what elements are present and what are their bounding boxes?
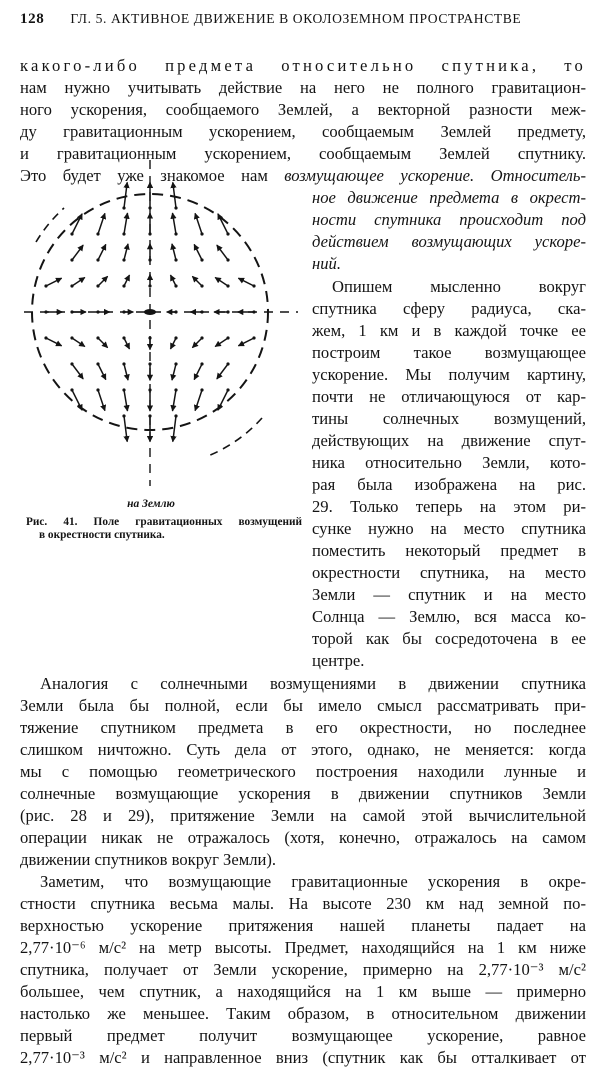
- arrow-origin-dot: [200, 336, 203, 339]
- text-line: 2,77·10⁻⁶ м/с² на метр высоты. Предмет, находящийся на 1 км ниже: [20, 938, 586, 957]
- arrow-origin-dot: [226, 232, 229, 235]
- text-line: рая была изображена на рис.: [312, 475, 586, 494]
- arrow-origin-dot: [122, 388, 125, 391]
- arrow-origin-dot: [44, 284, 47, 287]
- outer-arc: [208, 418, 262, 456]
- arrow-origin-dot: [148, 258, 151, 261]
- perturbation-arrow: [124, 275, 129, 286]
- perturbation-arrow: [238, 338, 254, 346]
- text-line: торой как бы сосредоточена в ее: [312, 629, 586, 648]
- arrow-origin-dot: [174, 336, 177, 339]
- arrow-origin-dot: [70, 362, 73, 365]
- page-number: 128: [20, 11, 45, 27]
- arrow-origin-dot: [70, 310, 73, 313]
- perturbation-arrow: [195, 390, 202, 411]
- perturbation-arrow: [72, 390, 82, 410]
- perturbation-arrow: [124, 390, 127, 411]
- text-line: Земли — спутник и на место: [312, 585, 586, 604]
- arrow-origin-dot: [122, 336, 125, 339]
- text-line: построим такое возмущающее: [312, 343, 586, 362]
- perturbation-arrow: [72, 214, 82, 234]
- arrow-origin-dot: [226, 362, 229, 365]
- perturbation-arrow: [98, 213, 105, 234]
- text-line: первый предмет получит возмущающее ускорение, равное: [20, 1026, 586, 1045]
- arrow-origin-dot: [148, 232, 151, 235]
- arrow-origin-dot: [200, 258, 203, 261]
- caption-line: в окрестности спутника.: [39, 529, 165, 541]
- perturbation-arrow: [217, 364, 228, 379]
- text-line: поместить некоторый предмет в: [312, 541, 586, 560]
- arrow-origin-dot: [174, 206, 177, 209]
- arrow-origin-dot: [96, 362, 99, 365]
- arrow-origin-dot: [122, 232, 125, 235]
- perturbation-arrow: [124, 416, 127, 442]
- arrow-origin-dot: [174, 362, 177, 365]
- emphasis-line: ний.: [312, 254, 341, 273]
- arrow-origin-dot: [70, 336, 73, 339]
- perturbation-arrow: [72, 277, 85, 286]
- perturbation-arrow: [217, 245, 228, 260]
- perturbation-arrow: [72, 245, 83, 260]
- text-line: 29. Только теперь на этом ри-: [312, 497, 586, 516]
- perturbation-arrow: [192, 276, 202, 286]
- text-line: действующих на движение спут-: [312, 431, 586, 450]
- text-line: Солнца — Землю, вся масса ко-: [312, 607, 586, 626]
- text-line: жем, 1 км и в каждой точке ее: [312, 321, 586, 340]
- text-line: тяжение спутником предмета в его окрестности, но последнее: [20, 718, 586, 737]
- arrow-origin-dot: [200, 310, 203, 313]
- arrow-origin-dot: [96, 258, 99, 261]
- text-line: тины солнечных возмущений,: [312, 409, 586, 428]
- arrow-origin-dot: [174, 388, 177, 391]
- perturbation-arrow: [98, 276, 108, 286]
- text-line: (рис. 28 и 29), притяжение Земли на самой этой вычислительной: [20, 806, 586, 825]
- perturbation-arrow: [124, 338, 129, 349]
- arrow-origin-dot: [122, 284, 125, 287]
- text-run: Это будет уже знакомое нам: [20, 166, 285, 185]
- text-line: спутника, получает от Земли ускорение, примерно на 2,77·10⁻³ м/с²: [20, 960, 586, 979]
- perturbation-arrow: [124, 213, 127, 234]
- arrow-origin-dot: [96, 232, 99, 235]
- perturbation-arrow: [124, 182, 127, 208]
- text-line: мы с помощью геометрического построения находили лунные и: [20, 762, 586, 781]
- perturbation-arrow: [215, 277, 228, 286]
- perturbation-arrow: [194, 244, 202, 260]
- text-line: 2,77·10⁻³ м/с² и направленное вниз (спутник как бы отталкивает от: [20, 1048, 586, 1067]
- text-line: Заметим, что возмущающие гравитационные ускорения в окре-: [40, 872, 586, 891]
- perturbation-arrow: [171, 338, 176, 349]
- text-line: ного ускорения, сообщаемого Землей, а векторной разности меж-: [20, 100, 586, 119]
- arrow-origin-dot: [148, 414, 151, 417]
- arrow-origin-dot: [252, 336, 255, 339]
- figure-caption: [26, 516, 302, 542]
- perturbation-arrow: [218, 214, 228, 234]
- text-line: стности спутника весьма малы. На высоте 230 км над земной по-: [20, 894, 586, 913]
- perturbation-arrow: [195, 213, 202, 234]
- perturbation-arrow: [98, 338, 108, 348]
- arrow-origin-dot: [226, 258, 229, 261]
- text-line: движении спутников вокруг Земли).: [20, 850, 277, 869]
- perturbation-arrow: [72, 338, 85, 347]
- perturbation-arrow: [172, 244, 176, 260]
- arrow-origin-dot: [70, 232, 73, 235]
- text-line: ника относительно Земли, кото-: [312, 453, 586, 472]
- perturbation-arrow: [172, 364, 176, 380]
- arrow-origin-dot: [148, 284, 151, 287]
- text-line: и гравитационным ускорением, сообщаемым Землей спутнику.: [20, 144, 586, 163]
- perturbation-arrow: [173, 213, 176, 234]
- arrow-origin-dot: [70, 284, 73, 287]
- text-line: верхностью ускорение притяжения нашей планеты падает на: [20, 916, 586, 935]
- arrow-origin-dot: [226, 336, 229, 339]
- text-line: слишком ничтожно. Суть дела от этого, однако, не меняется: когда: [20, 740, 586, 759]
- arrow-origin-dot: [252, 310, 255, 313]
- perturbation-arrow: [194, 364, 202, 380]
- emphasis-line: ности спутника происходит под: [312, 210, 586, 229]
- text-line: большее, чем спутник, а находящийся на 1 км выше — примерно: [20, 982, 586, 1001]
- perturbation-arrow: [218, 390, 228, 410]
- arrow-origin-dot: [148, 362, 151, 365]
- arrow-origin-dot: [122, 414, 125, 417]
- perturbation-arrow: [192, 338, 202, 348]
- text-line: настолько же меньшее. Таким образом, в относительном движении: [20, 1004, 586, 1023]
- arrow-origin-dot: [122, 206, 125, 209]
- text-line: сунке нужно на место спутника: [312, 519, 586, 538]
- text-line: ду гравитационным ускорением, сообщаемым Землей предмету,: [20, 122, 586, 141]
- perturbation-arrow: [98, 364, 106, 380]
- chapter-title: ГЛ. 5. АКТИВНОЕ ДВИЖЕНИЕ В ОКОЛОЗЕМНОМ ПРОСТРАНСТВЕ: [70, 11, 522, 26]
- arrow-origin-dot: [96, 336, 99, 339]
- arrow-origin-dot: [148, 388, 151, 391]
- perturbation-arrow: [173, 416, 176, 442]
- arrow-origin-dot: [200, 232, 203, 235]
- perturbation-arrow: [72, 364, 83, 379]
- text-line: Аналогия с солнечными возмущениями в движении спутника: [40, 674, 586, 693]
- arrow-origin-dot: [96, 310, 99, 313]
- arrow-origin-dot: [174, 310, 177, 313]
- perturbation-arrow: [215, 338, 228, 347]
- arrow-origin-dot: [148, 336, 151, 339]
- text-line: окрестности спутника, на место: [312, 563, 586, 582]
- arrow-origin-dot: [70, 388, 73, 391]
- emphasis-text: возмущающее ускорение. Относитель-: [284, 166, 586, 185]
- perturbation-arrow: [124, 364, 128, 380]
- perturbation-field-figure: [20, 156, 302, 491]
- arrow-origin-dot: [122, 362, 125, 365]
- text-line: Опишем мысленно вокруг: [332, 277, 586, 296]
- arrow-origin-dot: [122, 310, 125, 313]
- emphasis-line: ное движение предмета в окрест-: [312, 188, 586, 207]
- arrow-origin-dot: [226, 388, 229, 391]
- arrow-origin-dot: [122, 258, 125, 261]
- perturbation-arrow: [238, 278, 254, 286]
- emphasis-line: действием возмущающих ускоре-: [312, 232, 586, 251]
- text-line: нам нужно учитывать действие на него не полного гравитацион-: [20, 78, 586, 97]
- text-line: солнечные возмущающие ускорения в движении спутников Земли: [20, 784, 586, 803]
- perturbation-arrow: [124, 244, 128, 260]
- arrow-origin-dot: [200, 362, 203, 365]
- perturbation-arrow: [98, 244, 106, 260]
- arrow-origin-dot: [226, 284, 229, 287]
- perturbation-arrow: [171, 275, 176, 286]
- text-line: спутника сферу радиуса, ска-: [312, 299, 586, 318]
- arrow-origin-dot: [174, 414, 177, 417]
- text-line: какого-либо предмета относительно спутника, то: [20, 56, 586, 75]
- arrow-origin-dot: [96, 388, 99, 391]
- text-line: Земли была бы полной, если бы имело смысл рассматривать при-: [20, 696, 586, 715]
- arrow-origin-dot: [174, 284, 177, 287]
- arrow-origin-dot: [44, 310, 47, 313]
- text-line: центре.: [312, 651, 365, 670]
- arrow-origin-dot: [252, 284, 255, 287]
- arrow-origin-dot: [174, 258, 177, 261]
- perturbation-arrow: [173, 390, 176, 411]
- arrow-origin-dot: [226, 310, 229, 313]
- arrow-origin-dot: [44, 336, 47, 339]
- perturbation-arrow: [46, 278, 62, 286]
- arrow-origin-dot: [70, 258, 73, 261]
- arrow-origin-dot: [200, 388, 203, 391]
- arrow-origin-dot: [200, 284, 203, 287]
- text-line: операции никак не отражалось (хотя, конечно, отражалось на самом: [20, 828, 586, 847]
- arrow-origin-dot: [174, 232, 177, 235]
- satellite-dot: [144, 309, 156, 315]
- caption-line: Рис. 41. Поле гравитационных возмущений: [26, 516, 302, 528]
- text-line: почти не отличающуюся от кар-: [312, 387, 586, 406]
- field-drawing: [24, 160, 298, 486]
- arrow-origin-dot: [96, 284, 99, 287]
- perturbation-arrow: [98, 390, 105, 411]
- arrow-origin-dot: [148, 206, 151, 209]
- running-head: [20, 11, 590, 35]
- perturbation-arrow: [46, 338, 62, 346]
- perturbation-arrow: [173, 182, 176, 208]
- figure-label: на Землю: [127, 498, 175, 510]
- text-line: ускорение. Мы получим картину,: [312, 365, 586, 384]
